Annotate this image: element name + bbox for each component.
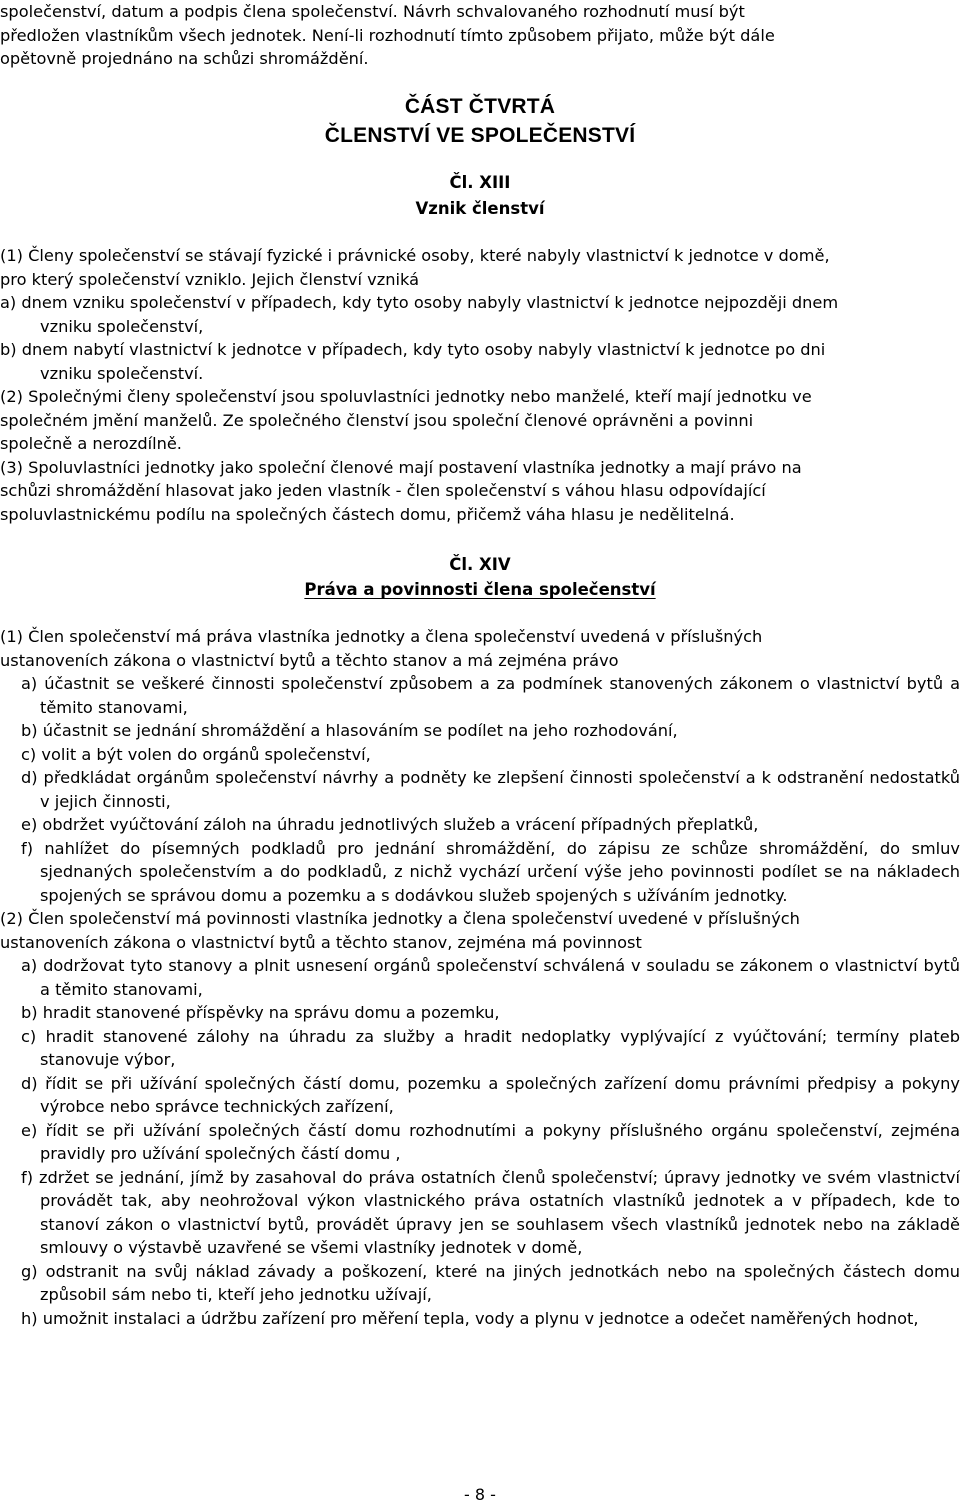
article-14-line: ustanoveních zákona o vlastnictví bytů a těchto stanov, zejména má povinnost [0,932,642,952]
duty-item: d) řídit se při užívání společných částí domu, pozemku a společných zařízení domu právními předpisy a pokyny výrobce nebo správce technických zařízení, [21,1073,960,1116]
part-number: ČÁST ČTVRTÁ [404,95,556,118]
article-13-line: spoluvlastnickému podílu na společných částech domu, přičemž váha hlasu je nedělitelná. [0,504,735,524]
part-title: ČLENSTVÍ VE SPOLEČENSTVÍ [324,124,636,147]
article-13-line: pro který společenství vzniklo. Jejich členství vzniká [0,269,419,289]
article-14-number: Čl. XIV [449,555,511,574]
article-13-line: schůzi shromáždění hlasovat jako jeden vlastník - člen společenství s váhou hlasu odpovídající [0,481,766,500]
article-13-line: a) dnem vzniku společenství v případech, kdy tyto osoby nabyly vlastnictví k jednotce nejpozději dnem [0,293,839,312]
duty-item: f) zdržet se jednání, jímž by zasahoval do práva ostatních členů společenství; úpravy jednotky ve svém vlastnictví provádět tak, aby neohrožoval výkon vlastnického práva ostatních vlastníků jednotek a v případech, kde to stanoví zákon o vlastnictví bytů, provádět úpravy jen se souhlasem všech vlastníků jednotek nebo na základě smlouvy o výstavbě uzavřené se všemi vlastníky jednotek v domě, [21,1167,960,1257]
page-number: - 8 - [464,1485,496,1504]
intro-line: předložen vlastníkům všech jednotek. Není-li rozhodnutí tímto způsobem přijato, může být dále [0,25,775,45]
article-14-title-text: Práva a povinnosti člena společenství [304,580,656,599]
right-item: c) volit a být volen do orgánů společenství, [21,744,371,764]
intro-paragraph [0,0,960,71]
rights-list [0,672,960,907]
article-13-line: vzniku společenství. [40,363,204,383]
right-item: e) obdržet vyúčtování záloh na úhradu jednotlivých služeb a vrácení případných přeplatků, [21,815,759,834]
right-item: f) nahlížet do písemných podkladů pro jednání shromáždění, do zápisu ze schůze shromáždění, do smluv sjednaných společenstvím a do podkladů, z nichž vychází určení výše jeho povinnosti podílet se na nákladech spojených se správou domu a pozemku a s dodávkou služeb spojených s užíváním jednotky. [21,838,960,905]
article-14-line: ustanoveních zákona o vlastnictví bytů a těchto stanov a má zejména právo [0,650,619,670]
article-13-number: Čl. XIII [449,173,511,192]
duties-list [0,954,960,1330]
article-14-line: (2) Člen společenství má povinnosti vlastníka jednotky a člena společenství uvedené v příslušných [0,909,800,928]
duty-item: a) dodržovat tyto stanovy a plnit usnesení orgánů společenství schválená v souladu se zákonem o vlastnictví bytů a těmito stanovami, [21,956,960,999]
article-13-line: (1) Členy společenství se stávají fyzické i právnické osoby, které nabyly vlastnictví k jednotce v domě, [0,246,830,265]
duty-item: h) umožnit instalaci a údržbu zařízení pro měření tepla, vody a plynu v jednotce a odečet naměřených hodnot, [21,1308,919,1328]
article-14-line: (1) Člen společenství má práva vlastníka jednotky a člena společenství uvedená v příslušných [0,627,763,646]
article-13-line: společně a nerozdílně. [0,434,182,453]
duty-item: e) řídit se při užívání společných částí domu rozhodnutími a pokyny příslušného orgánu společenství, zejména pravidly pro užívání společných částí domu , [21,1120,960,1163]
article-13-body [0,244,960,526]
article-14-body [0,625,960,1330]
intro-line: opětovně projednáno na schůzi shromáždění. [0,49,369,68]
article-14-title [0,580,960,599]
article-13-line: společném jmění manželů. Ze společného členství jsou společní členové oprávněni a povinni [0,410,754,430]
article-13-title: Vznik členství [415,199,545,218]
right-item: d) předkládat orgánům společenství návrhy a podněty ke zlepšení činnosti společenství a k odstranění nedostatků v jejich činnosti, [21,768,960,811]
right-item: a) účastnit se veškeré činnosti společenství způsobem a za podmínek stanovených zákonem o vlastnictví bytů a těmito stanovami, [21,674,960,717]
duty-item: c) hradit stanovené zálohy na úhradu za služby a hradit nedoplatky vyplývající z vyúčtování; termíny plateb stanovuje výbor, [21,1026,960,1069]
intro-line: společenství, datum a podpis člena společenství. Návrh schvalovaného rozhodnutí musí být [0,2,745,21]
article-13-line: b) dnem nabytí vlastnictví k jednotce v případech, kdy tyto osoby nabyly vlastnictví k jednotce po dni [0,340,826,359]
article-13-line: vzniku společenství, [40,316,204,336]
article-13-line: (2) Společnými členy společenství jsou spoluvlastníci jednotky nebo manželé, kteří mají jednotku ve [0,387,812,406]
duty-item: g) odstranit na svůj náklad závady a poškození, které na jiných jednotkách nebo na společných částech domu způsobil sám nebo ti, kteří jeho jednotku užívají, [21,1261,960,1304]
duty-item: b) hradit stanovené příspěvky na správu domu a pozemku, [21,1003,500,1022]
article-13-line: (3) Spoluvlastníci jednotky jako společní členové mají postavení vlastníka jednotky a mají právo na [0,457,802,477]
right-item: b) účastnit se jednání shromáždění a hlasováním se podílet na jeho rozhodování, [21,721,678,740]
